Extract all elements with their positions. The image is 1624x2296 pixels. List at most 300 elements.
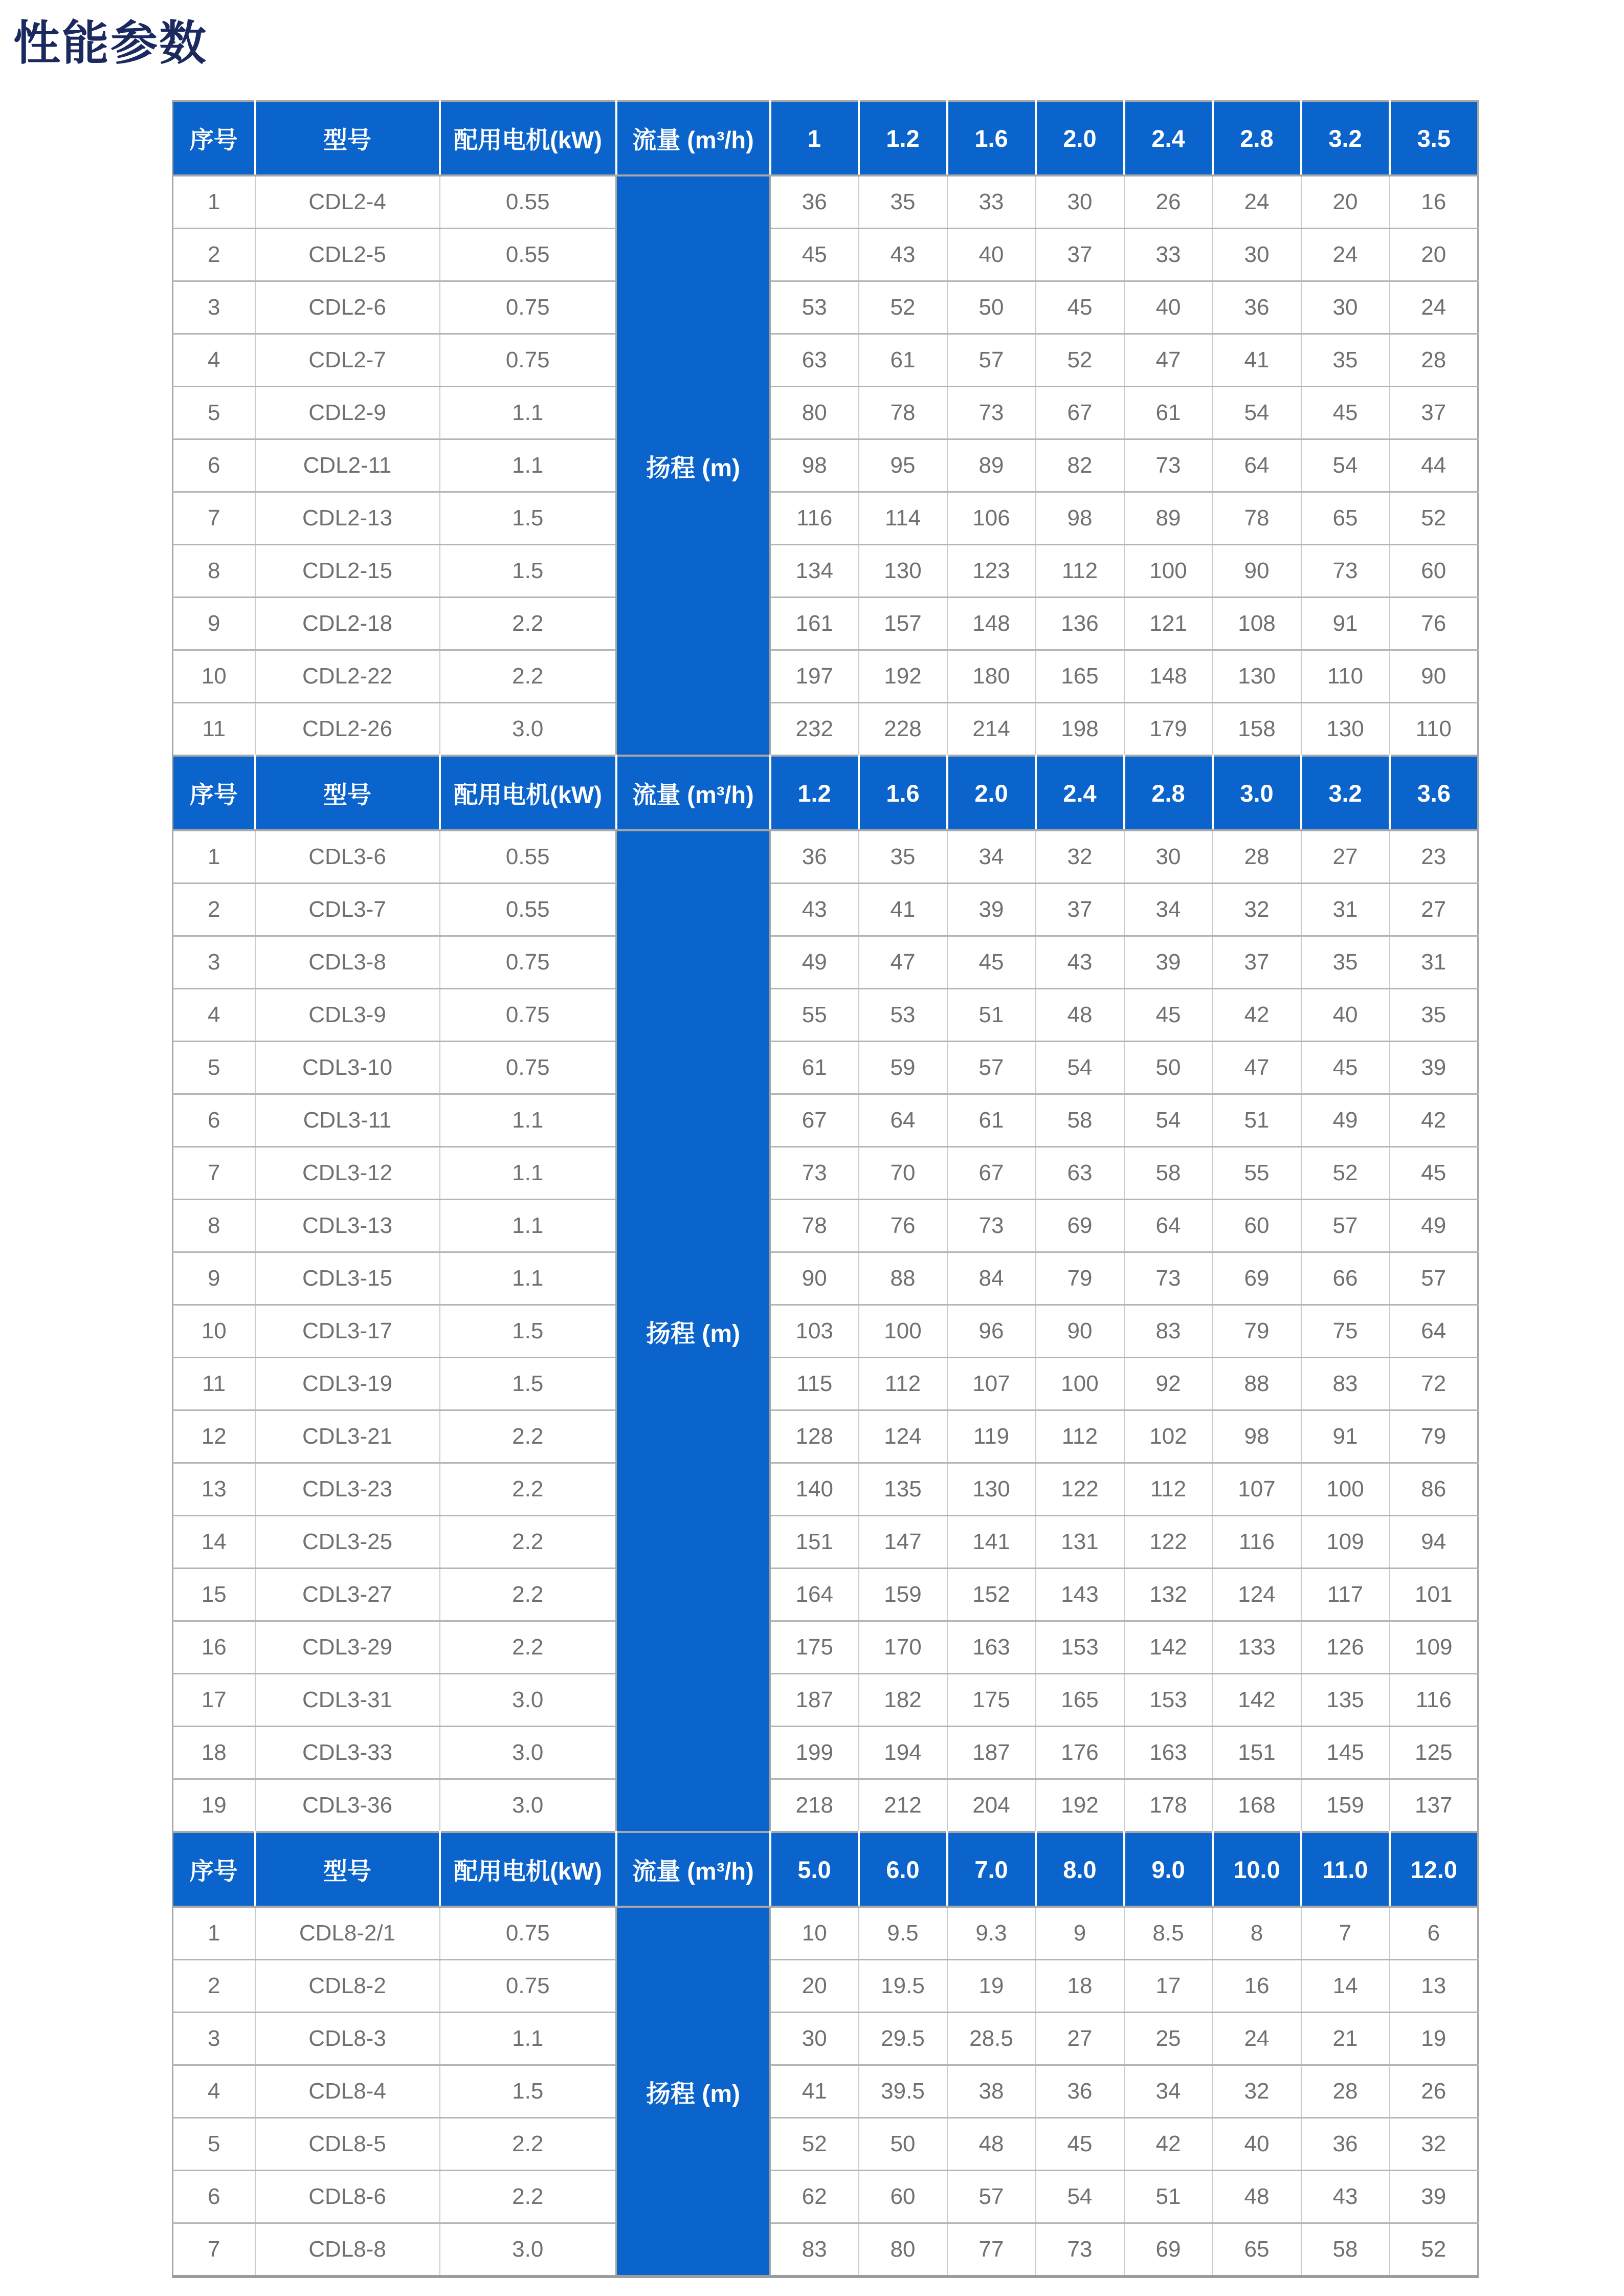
- cell-head-value: 30: [770, 2013, 859, 2065]
- cell-model: CDL2-13: [255, 492, 440, 545]
- cell-head-value: 148: [947, 598, 1036, 650]
- cell-motor: 3.0: [440, 1727, 616, 1779]
- flow-value-header: 9.0: [1124, 1832, 1213, 1907]
- cell-head-value: 152: [947, 1569, 1036, 1621]
- cell-head-value: 79: [1390, 1410, 1478, 1463]
- cell-head-value: 36: [1301, 2118, 1390, 2171]
- cell-head-value: 133: [1213, 1621, 1301, 1674]
- cell-head-value: 112: [859, 1358, 947, 1410]
- cell-head-value: 50: [1124, 1042, 1213, 1094]
- cell-motor: 1.5: [440, 545, 616, 598]
- cell-head-value: 90: [1036, 1305, 1124, 1358]
- table-row: [173, 1674, 1478, 1727]
- cell-head-value: 43: [1036, 936, 1124, 989]
- cell-head-value: 142: [1124, 1621, 1213, 1674]
- cell-model: CDL3-17: [255, 1305, 440, 1358]
- cell-head-value: 44: [1390, 439, 1478, 492]
- cell-head-value: 55: [770, 989, 859, 1042]
- cell-head-value: 52: [1390, 2223, 1478, 2277]
- cell-model: CDL3-12: [255, 1147, 440, 1200]
- cell-head-value: 62: [770, 2171, 859, 2223]
- cell-head-value: 101: [1390, 1569, 1478, 1621]
- cell-head-value: 9.3: [947, 1907, 1036, 1960]
- cell-head-value: 214: [947, 703, 1036, 756]
- cell-head-value: 153: [1036, 1621, 1124, 1674]
- col-header-index: 序号: [173, 756, 255, 830]
- cell-index: 3: [173, 2013, 255, 2065]
- cell-head-value: 78: [1213, 492, 1301, 545]
- cell-motor: 2.2: [440, 1516, 616, 1569]
- cell-head-value: 94: [1390, 1516, 1478, 1569]
- cell-head-value: 175: [770, 1621, 859, 1674]
- cell-head-value: 100: [1301, 1463, 1390, 1516]
- cell-head-value: 36: [1213, 281, 1301, 334]
- cell-head-value: 72: [1390, 1358, 1478, 1410]
- cell-head-value: 54: [1036, 1042, 1124, 1094]
- cell-head-value: 128: [770, 1410, 859, 1463]
- cell-head-value: 40: [1301, 989, 1390, 1042]
- cell-index: 4: [173, 989, 255, 1042]
- cell-head-value: 6: [1390, 1907, 1478, 1960]
- cell-head-value: 28.5: [947, 2013, 1036, 2065]
- cell-model: CDL3-6: [255, 830, 440, 884]
- cell-index: 9: [173, 1252, 255, 1305]
- cell-head-value: 228: [859, 703, 947, 756]
- cell-head-value: 39: [1390, 1042, 1478, 1094]
- table-row: [173, 1907, 1478, 1960]
- cell-motor: 1.5: [440, 1305, 616, 1358]
- cell-motor: 2.2: [440, 1410, 616, 1463]
- cell-index: 1: [173, 1907, 255, 1960]
- cell-index: 8: [173, 1200, 255, 1252]
- cell-head-value: 16: [1390, 175, 1478, 229]
- cell-head-value: 98: [1213, 1410, 1301, 1463]
- cell-index: 11: [173, 703, 255, 756]
- table-row: [173, 936, 1478, 989]
- cell-head-value: 63: [1036, 1147, 1124, 1200]
- cell-head-value: 161: [770, 598, 859, 650]
- cell-head-value: 48: [1213, 2171, 1301, 2223]
- table-row: [173, 1727, 1478, 1779]
- cell-model: CDL2-15: [255, 545, 440, 598]
- cell-head-value: 84: [947, 1252, 1036, 1305]
- cell-head-value: 17: [1124, 1960, 1213, 2013]
- cell-head-value: 73: [1301, 545, 1390, 598]
- cell-head-value: 164: [770, 1569, 859, 1621]
- cell-head-value: 178: [1124, 1779, 1213, 1833]
- cell-head-value: 57: [947, 1042, 1036, 1094]
- cell-model: CDL2-9: [255, 387, 440, 439]
- cell-model: CDL3-10: [255, 1042, 440, 1094]
- cell-head-value: 34: [1124, 884, 1213, 936]
- cell-head-value: 130: [859, 545, 947, 598]
- cell-index: 9: [173, 598, 255, 650]
- cell-head-value: 122: [1124, 1516, 1213, 1569]
- cell-head-value: 73: [1036, 2223, 1124, 2277]
- cell-head-value: 75: [1301, 1305, 1390, 1358]
- cell-head-value: 60: [1213, 1200, 1301, 1252]
- table-row: [173, 2118, 1478, 2171]
- cell-head-value: 69: [1213, 1252, 1301, 1305]
- cell-motor: 0.55: [440, 884, 616, 936]
- cell-head-value: 39.5: [859, 2065, 947, 2118]
- cell-head-value: 76: [1390, 598, 1478, 650]
- table-row: [173, 989, 1478, 1042]
- cell-motor: 3.0: [440, 703, 616, 756]
- cell-motor: 0.75: [440, 1960, 616, 2013]
- cell-head-value: 52: [1390, 492, 1478, 545]
- cell-motor: 0.75: [440, 989, 616, 1042]
- cell-model: CDL3-11: [255, 1094, 440, 1147]
- cell-head-value: 64: [1390, 1305, 1478, 1358]
- merged-head-label: 扬程 (m): [616, 830, 770, 1832]
- cell-head-value: 89: [1124, 492, 1213, 545]
- cell-model: CDL3-27: [255, 1569, 440, 1621]
- table-row: [173, 281, 1478, 334]
- cell-head-value: 114: [859, 492, 947, 545]
- table-row: [173, 387, 1478, 439]
- flow-value-header: 1: [770, 101, 859, 175]
- cell-head-value: 179: [1124, 703, 1213, 756]
- cell-head-value: 199: [770, 1727, 859, 1779]
- cell-index: 15: [173, 1569, 255, 1621]
- cell-motor: 2.2: [440, 650, 616, 703]
- col-header-index: 序号: [173, 1832, 255, 1907]
- cell-head-value: 82: [1036, 439, 1124, 492]
- cell-head-value: 48: [947, 2118, 1036, 2171]
- cell-index: 5: [173, 1042, 255, 1094]
- flow-value-header: 1.2: [859, 101, 947, 175]
- cell-head-value: 65: [1213, 2223, 1301, 2277]
- cell-head-value: 43: [1301, 2171, 1390, 2223]
- cell-head-value: 39: [947, 884, 1036, 936]
- cell-head-value: 27: [1036, 2013, 1124, 2065]
- flow-value-header: 3.2: [1301, 101, 1390, 175]
- flow-value-header: 1.6: [859, 756, 947, 830]
- cell-index: 5: [173, 2118, 255, 2171]
- cell-head-value: 163: [947, 1621, 1036, 1674]
- cell-index: 10: [173, 1305, 255, 1358]
- cell-head-value: 40: [947, 229, 1036, 281]
- cell-motor: 2.2: [440, 1621, 616, 1674]
- cell-motor: 2.2: [440, 2118, 616, 2171]
- flow-value-header: 12.0: [1390, 1832, 1478, 1907]
- cell-head-value: 58: [1301, 2223, 1390, 2277]
- cell-head-value: 8.5: [1124, 1907, 1213, 1960]
- cell-head-value: 45: [1124, 989, 1213, 1042]
- cell-index: 11: [173, 1358, 255, 1410]
- table-row: [173, 229, 1478, 281]
- cell-head-value: 49: [1301, 1094, 1390, 1147]
- cell-motor: 2.2: [440, 2171, 616, 2223]
- cell-head-value: 37: [1390, 387, 1478, 439]
- cell-head-value: 110: [1390, 703, 1478, 756]
- cell-head-value: 158: [1213, 703, 1301, 756]
- cell-index: 19: [173, 1779, 255, 1833]
- cell-motor: 2.2: [440, 1569, 616, 1621]
- cell-head-value: 39: [1124, 936, 1213, 989]
- cell-head-value: 107: [1213, 1463, 1301, 1516]
- cell-head-value: 115: [770, 1358, 859, 1410]
- flow-value-header: 3.5: [1390, 101, 1478, 175]
- table-row: [173, 1200, 1478, 1252]
- cell-model: CDL3-8: [255, 936, 440, 989]
- table-row: [173, 545, 1478, 598]
- cell-head-value: 130: [947, 1463, 1036, 1516]
- cell-motor: 3.0: [440, 1674, 616, 1727]
- cell-motor: 1.1: [440, 1094, 616, 1147]
- cell-head-value: 28: [1213, 830, 1301, 884]
- cell-index: 12: [173, 1410, 255, 1463]
- table-row: [173, 1621, 1478, 1674]
- cell-head-value: 31: [1301, 884, 1390, 936]
- cell-head-value: 73: [947, 1200, 1036, 1252]
- cell-head-value: 35: [1390, 989, 1478, 1042]
- cell-head-value: 45: [1390, 1147, 1478, 1200]
- cell-head-value: 109: [1390, 1621, 1478, 1674]
- table-row: [173, 703, 1478, 756]
- cell-head-value: 58: [1036, 1094, 1124, 1147]
- col-header-motor: 配用电机(kW): [440, 756, 616, 830]
- cell-model: CDL3-9: [255, 989, 440, 1042]
- cell-index: 1: [173, 175, 255, 229]
- cell-head-value: 30: [1213, 229, 1301, 281]
- cell-motor: 1.1: [440, 1252, 616, 1305]
- flow-value-header: 2.8: [1124, 756, 1213, 830]
- cell-head-value: 73: [770, 1147, 859, 1200]
- table-row: [173, 2065, 1478, 2118]
- cell-head-value: 45: [1036, 2118, 1124, 2171]
- cell-model: CDL2-7: [255, 334, 440, 387]
- flow-value-header: 8.0: [1036, 1832, 1124, 1907]
- cell-head-value: 39: [1390, 2171, 1478, 2223]
- table-row: [173, 2013, 1478, 2065]
- cell-head-value: 130: [1301, 703, 1390, 756]
- cell-motor: 1.5: [440, 1358, 616, 1410]
- cell-head-value: 32: [1036, 830, 1124, 884]
- cell-model: CDL8-2: [255, 1960, 440, 2013]
- cell-head-value: 51: [1124, 2171, 1213, 2223]
- cell-head-value: 218: [770, 1779, 859, 1833]
- cell-head-value: 19: [1390, 2013, 1478, 2065]
- cell-head-value: 24: [1301, 229, 1390, 281]
- cell-head-value: 119: [947, 1410, 1036, 1463]
- cell-head-value: 79: [1036, 1252, 1124, 1305]
- cell-index: 5: [173, 387, 255, 439]
- cell-motor: 1.5: [440, 2065, 616, 2118]
- cell-head-value: 136: [1036, 598, 1124, 650]
- cell-head-value: 194: [859, 1727, 947, 1779]
- cell-head-value: 57: [947, 334, 1036, 387]
- cell-head-value: 31: [1390, 936, 1478, 989]
- cell-head-value: 79: [1213, 1305, 1301, 1358]
- cell-model: CDL3-7: [255, 884, 440, 936]
- cell-index: 18: [173, 1727, 255, 1779]
- cell-head-value: 53: [859, 989, 947, 1042]
- cell-model: CDL3-21: [255, 1410, 440, 1463]
- cell-index: 3: [173, 936, 255, 989]
- table-row: [173, 1042, 1478, 1094]
- col-header-model: 型号: [255, 101, 440, 175]
- cell-motor: 0.75: [440, 1907, 616, 1960]
- cell-head-value: 124: [1213, 1569, 1301, 1621]
- cell-model: CDL3-33: [255, 1727, 440, 1779]
- cell-head-value: 130: [1213, 650, 1301, 703]
- cell-head-value: 165: [1036, 650, 1124, 703]
- cell-head-value: 57: [1390, 1252, 1478, 1305]
- table-row: [173, 492, 1478, 545]
- cell-index: 2: [173, 884, 255, 936]
- table-row: [173, 1463, 1478, 1516]
- col-header-model: 型号: [255, 1832, 440, 1907]
- cell-motor: 3.0: [440, 1779, 616, 1833]
- cell-head-value: 80: [770, 387, 859, 439]
- cell-head-value: 122: [1036, 1463, 1124, 1516]
- table-row: [173, 1960, 1478, 2013]
- cell-head-value: 8: [1213, 1907, 1301, 1960]
- table-row: [173, 598, 1478, 650]
- cell-head-value: 47: [1124, 334, 1213, 387]
- cell-model: CDL8-5: [255, 2118, 440, 2171]
- cell-head-value: 50: [947, 281, 1036, 334]
- cell-head-value: 100: [1036, 1358, 1124, 1410]
- merged-head-label: 扬程 (m): [616, 175, 770, 756]
- cell-head-value: 35: [1301, 334, 1390, 387]
- cell-head-value: 16: [1213, 1960, 1301, 2013]
- cell-head-value: 88: [859, 1252, 947, 1305]
- cell-head-value: 35: [1301, 936, 1390, 989]
- flow-value-header: 11.0: [1301, 1832, 1390, 1907]
- table-row: [173, 1094, 1478, 1147]
- cell-head-value: 147: [859, 1516, 947, 1569]
- cell-head-value: 112: [1036, 1410, 1124, 1463]
- cell-head-value: 165: [1036, 1674, 1124, 1727]
- cell-head-value: 151: [1213, 1727, 1301, 1779]
- cell-head-value: 187: [770, 1674, 859, 1727]
- cell-model: CDL2-22: [255, 650, 440, 703]
- cell-head-value: 48: [1036, 989, 1124, 1042]
- cell-model: CDL8-2/1: [255, 1907, 440, 1960]
- cell-head-value: 134: [770, 545, 859, 598]
- cell-head-value: 36: [1036, 2065, 1124, 2118]
- cell-model: CDL8-6: [255, 2171, 440, 2223]
- cell-head-value: 13: [1390, 1960, 1478, 2013]
- cell-model: CDL2-6: [255, 281, 440, 334]
- cell-head-value: 204: [947, 1779, 1036, 1833]
- cell-head-value: 24: [1213, 175, 1301, 229]
- cell-head-value: 148: [1124, 650, 1213, 703]
- cell-head-value: 29.5: [859, 2013, 947, 2065]
- cell-head-value: 38: [947, 2065, 1036, 2118]
- cell-head-value: 73: [947, 387, 1036, 439]
- cell-head-value: 168: [1213, 1779, 1301, 1833]
- flow-value-header: 2.0: [947, 756, 1036, 830]
- cell-head-value: 49: [770, 936, 859, 989]
- col-header-index: 序号: [173, 101, 255, 175]
- cell-head-value: 180: [947, 650, 1036, 703]
- cell-head-value: 33: [1124, 229, 1213, 281]
- cell-motor: 2.2: [440, 598, 616, 650]
- table-row: [173, 439, 1478, 492]
- table-row: [173, 1516, 1478, 1569]
- cell-head-value: 176: [1036, 1727, 1124, 1779]
- cell-head-value: 126: [1301, 1621, 1390, 1674]
- cell-head-value: 45: [770, 229, 859, 281]
- cell-head-value: 100: [1124, 545, 1213, 598]
- flow-value-header: 6.0: [859, 1832, 947, 1907]
- col-header-motor: 配用电机(kW): [440, 1832, 616, 1907]
- cell-head-value: 57: [947, 2171, 1036, 2223]
- cell-head-value: 91: [1301, 1410, 1390, 1463]
- cell-index: 4: [173, 334, 255, 387]
- cell-head-value: 30: [1301, 281, 1390, 334]
- cell-head-value: 18: [1036, 1960, 1124, 2013]
- flow-value-header: 2.4: [1036, 756, 1124, 830]
- cell-head-value: 124: [859, 1410, 947, 1463]
- cell-head-value: 35: [859, 175, 947, 229]
- cell-head-value: 35: [859, 830, 947, 884]
- cell-head-value: 23: [1390, 830, 1478, 884]
- cell-model: CDL2-11: [255, 439, 440, 492]
- cell-head-value: 198: [1036, 703, 1124, 756]
- cell-head-value: 52: [1301, 1147, 1390, 1200]
- cell-head-value: 95: [859, 439, 947, 492]
- cell-index: 13: [173, 1463, 255, 1516]
- cell-head-value: 69: [1036, 1200, 1124, 1252]
- cell-head-value: 61: [947, 1094, 1036, 1147]
- cell-head-value: 86: [1390, 1463, 1478, 1516]
- cell-head-value: 77: [947, 2223, 1036, 2277]
- cell-model: CDL3-23: [255, 1463, 440, 1516]
- flow-value-header: 1.2: [770, 756, 859, 830]
- cell-head-value: 42: [1390, 1094, 1478, 1147]
- cell-head-value: 33: [947, 175, 1036, 229]
- table-row: [173, 334, 1478, 387]
- cell-index: 6: [173, 1094, 255, 1147]
- cell-motor: 0.55: [440, 175, 616, 229]
- cell-model: CDL3-29: [255, 1621, 440, 1674]
- cell-head-value: 45: [1301, 387, 1390, 439]
- cell-index: 7: [173, 1147, 255, 1200]
- table-header-row: [173, 101, 1478, 175]
- cell-index: 17: [173, 1674, 255, 1727]
- cell-head-value: 63: [770, 334, 859, 387]
- cell-head-value: 42: [1124, 2118, 1213, 2171]
- cell-head-value: 26: [1124, 175, 1213, 229]
- cell-head-value: 135: [1301, 1674, 1390, 1727]
- cell-motor: 0.55: [440, 229, 616, 281]
- cell-head-value: 67: [770, 1094, 859, 1147]
- cell-index: 4: [173, 2065, 255, 2118]
- cell-head-value: 159: [1301, 1779, 1390, 1833]
- cell-index: 2: [173, 229, 255, 281]
- cell-model: CDL2-4: [255, 175, 440, 229]
- flow-value-header: 7.0: [947, 1832, 1036, 1907]
- cell-head-value: 20: [1390, 229, 1478, 281]
- cell-head-value: 90: [770, 1252, 859, 1305]
- cell-head-value: 57: [1301, 1200, 1390, 1252]
- cell-head-value: 163: [1124, 1727, 1213, 1779]
- flow-value-header: 5.0: [770, 1832, 859, 1907]
- cell-head-value: 60: [859, 2171, 947, 2223]
- cell-head-value: 53: [770, 281, 859, 334]
- cell-head-value: 117: [1301, 1569, 1390, 1621]
- cell-head-value: 32: [1213, 2065, 1301, 2118]
- cell-head-value: 14: [1301, 1960, 1390, 2013]
- cell-head-value: 36: [770, 175, 859, 229]
- cell-head-value: 64: [1213, 439, 1301, 492]
- cell-model: CDL8-8: [255, 2223, 440, 2277]
